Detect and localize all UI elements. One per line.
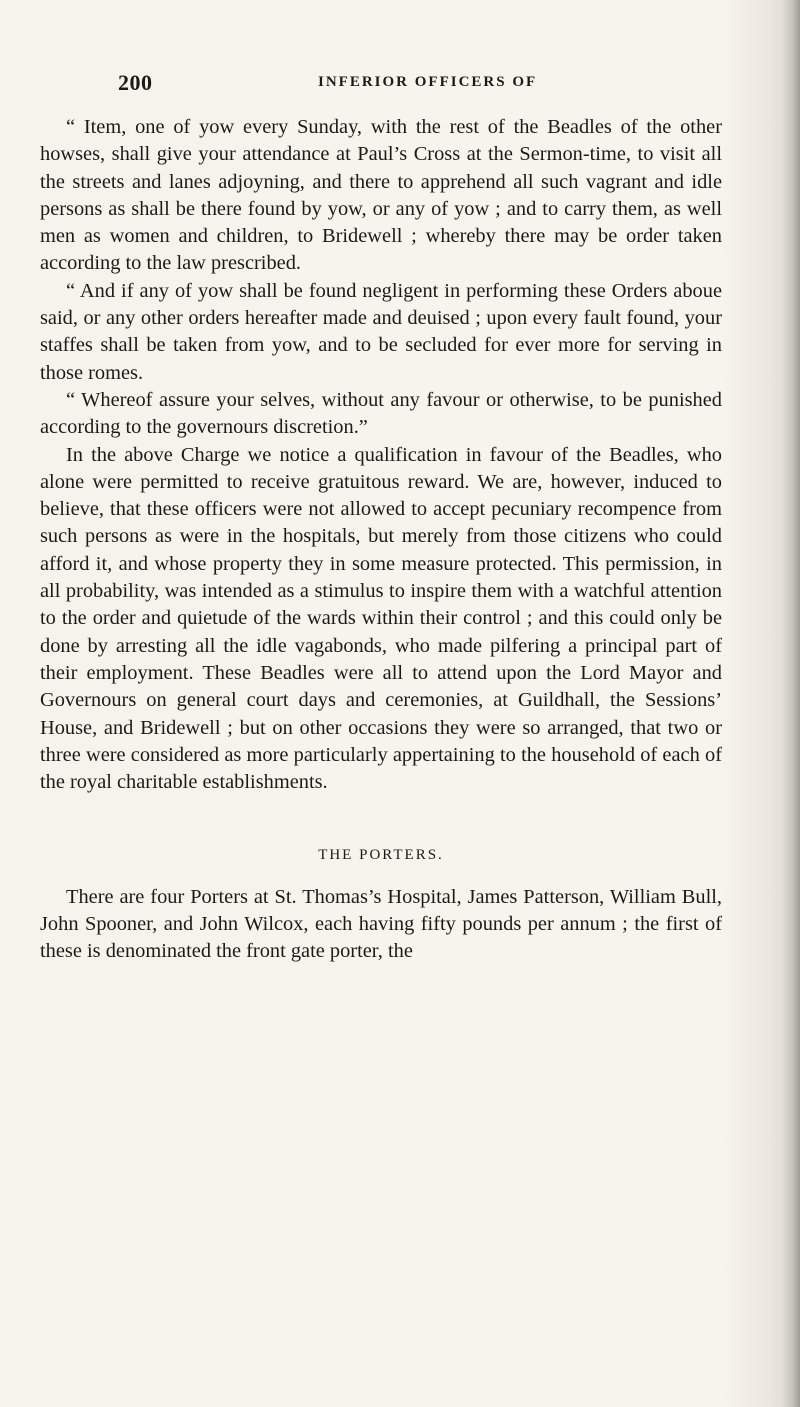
page-edge-shadow: [782, 0, 800, 1407]
paragraph-item-beadles-duty: “ Item, one of yow every Sunday, with the rest of the Beadles of the other howses, shall give your attendance at Paul’s Cross at the Sermon-time, to visit all the streets and lanes adjoyning, and there to apprehend all such vagrant and idle persons as shall be there found by yow, or any of yow ; and to carry them, as well men as women and children, to Bridewell ; whereby there may be order taken according to the law prescribed.: [40, 116, 722, 275]
paragraph-negligence: “ And if any of yow shall be found negligent in performing these Orders aboue said, or any other orders hereafter made and deuised ; upon every fault found, your staffes shall be taken from yow, and to be secluded for ever more for serving in those romes.: [40, 279, 722, 384]
page-number: 200: [118, 70, 153, 95]
paragraph-punishment: “ Whereof assure your selves, without any favour or otherwise, to be punished according to the governours discretion.”: [40, 388, 722, 439]
running-head: INFERIOR OFFICERS OF: [318, 74, 538, 90]
paragraph-commentary: In the above Charge we notice a qualification in favour of the Beadles, who alone were permitted to receive gratuitous reward. We are, however, induced to believe, that these officers were not allowed to accept pecuniary recompence from such persons as were in the hospitals, but merely from those citizens who could afford it, and whose property they in some measure protected. This permission, in all probability, was intended as a stimulus to inspire them with a watchful attention to the order and quietude of the wards within their control ; and this could only be done by arresting all the idle vagabonds, who made pilfering a principal part of their employment. These Beadles were all to attend upon the Lord Mayor and Governours on general court days and ceremonies, at Guildhall, the Sessions’ House, and Bridewell ; but on other occasions they were so arranged, that two or three were considered as more particularly appertaining to the household of each of the royal charitable establishments.: [40, 443, 722, 794]
section-heading: THE PORTERS.: [318, 847, 444, 864]
page-header: [118, 70, 722, 106]
paragraph-porters: There are four Porters at St. Thomas’s Hospital, James Patterson, William Bull, John Spooner, and John Wilcox, each having fifty pounds per annum ; the first of these is denominated the front gate porter, the: [40, 885, 722, 963]
body-text: [40, 114, 722, 966]
